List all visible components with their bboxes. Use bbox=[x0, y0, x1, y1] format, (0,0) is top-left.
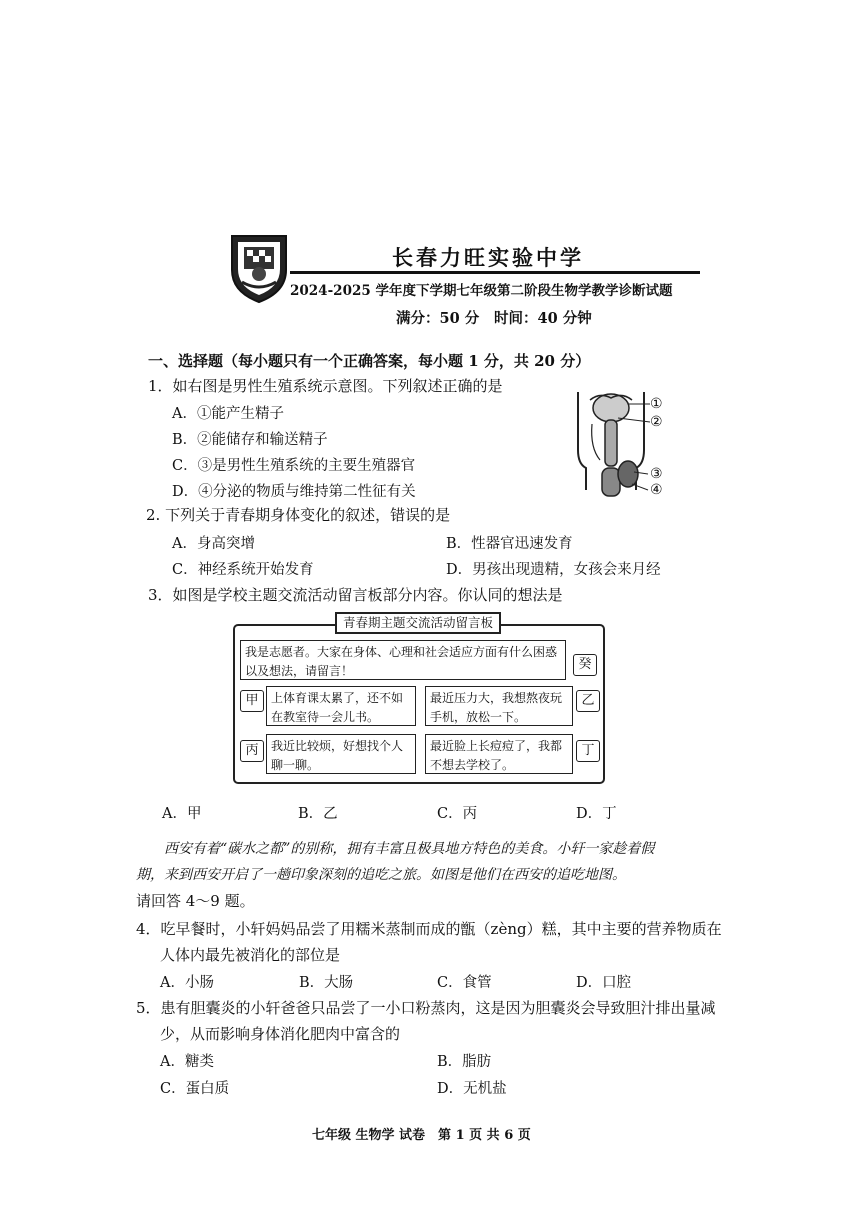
q1-option-a: A．①能产生精子 bbox=[172, 406, 284, 422]
note-bing: 我近比较烦，好想找个人聊一聊。 bbox=[266, 734, 416, 774]
diagram-label-4: ④ bbox=[650, 482, 663, 498]
tag-yi: 乙 bbox=[576, 690, 600, 712]
q1-stem: 1．如右图是男性生殖系统示意图。下列叙述正确的是 bbox=[148, 377, 503, 395]
q4-stem-line-2: 人体内最先被消化的部位是 bbox=[160, 946, 341, 964]
q3-option-d: D．丁 bbox=[576, 806, 617, 822]
q2-option-a: A．身高突增 bbox=[172, 536, 255, 552]
full-score: 满分：50 分 bbox=[396, 310, 480, 327]
q4-option-a: A．小肠 bbox=[160, 975, 214, 991]
q2-option-c: C．神经系统开始发育 bbox=[172, 562, 314, 578]
diagram-label-2: ② bbox=[650, 414, 663, 430]
passage-line-2: 期，来到西安开启了一趟印象深刻的追吃之旅。如图是他们在西安的追吃地图。 bbox=[136, 867, 626, 883]
exam-title: 2024-2025 学年度下学期七年级第二阶段生物学教学诊断试题 bbox=[290, 283, 673, 299]
q3-option-b: B．乙 bbox=[298, 806, 338, 822]
q3-stem: 3．如图是学校主题交流活动留言板部分内容。你认同的想法是 bbox=[148, 586, 563, 604]
q5-option-d: D．无机盐 bbox=[437, 1081, 507, 1097]
q5-option-c: C．蛋白质 bbox=[160, 1081, 230, 1097]
q3-option-c: C．丙 bbox=[437, 806, 478, 822]
message-board-title: 青春期主题交流活动留言板 bbox=[335, 612, 501, 634]
diagram-label-3: ③ bbox=[650, 466, 663, 482]
diagram-label-1: ① bbox=[650, 396, 663, 412]
q3-option-a: A．甲 bbox=[162, 806, 202, 822]
q2-option-b: B．性器官迅速发育 bbox=[446, 536, 573, 552]
q2-stem: 2. 下列关于青春期身体变化的叙述，错误的是 bbox=[146, 506, 451, 524]
time-limit: 时间：40 分钟 bbox=[494, 310, 592, 327]
tag-gui: 癸 bbox=[573, 654, 597, 676]
page-footer: 七年级 生物学 试卷 第 1 页 共 6 页 bbox=[312, 1128, 531, 1143]
q4-option-d: D．口腔 bbox=[576, 975, 632, 991]
tag-jia: 甲 bbox=[240, 690, 264, 712]
q4-stem-line-1: 4．吃早餐时，小轩妈妈品尝了用糯米蒸制而成的甑（zèng）糕，其中主要的营养物质在 bbox=[136, 920, 722, 938]
q1-option-d: D．④分泌的物质与维持第二性征有关 bbox=[172, 484, 416, 500]
passage-line-1: 西安有着“碳水之都”的别称，拥有丰富且极具地方特色的美食。小轩一家趁着假 bbox=[164, 841, 655, 857]
q5-stem-line-1: 5．患有胆囊炎的小轩爸爸只品尝了一小口粉蒸肉，这是因为胆囊炎会导致胆汁排出量减 bbox=[136, 999, 716, 1017]
section-heading: 一、选择题（每小题只有一个正确答案，每小题 1 分，共 20 分） bbox=[148, 352, 591, 370]
passage-line-3: 请回答 4～9 题。 bbox=[136, 892, 255, 910]
school-emblem bbox=[228, 232, 290, 304]
tag-ding: 丁 bbox=[576, 740, 600, 762]
tag-bing: 丙 bbox=[240, 740, 264, 762]
note-ding: 最近脸上长痘痘了，我都不想去学校了。 bbox=[425, 734, 573, 774]
q1-option-c: C．③是男性生殖系统的主要生殖器官 bbox=[172, 458, 416, 474]
header-rule bbox=[290, 271, 700, 274]
note-yi: 最近压力大，我想熬夜玩手机，放松一下。 bbox=[425, 686, 573, 726]
q4-option-b: B．大肠 bbox=[299, 975, 354, 991]
volunteer-message: 我是志愿者。大家在身体、心理和社会适应方面有什么困惑以及想法，请留言！ bbox=[240, 640, 566, 680]
school-name: 长春力旺实验中学 bbox=[392, 245, 584, 270]
q5-option-b: B．脂肪 bbox=[437, 1054, 492, 1070]
q5-option-a: A．糖类 bbox=[160, 1054, 214, 1070]
q5-stem-line-2: 少，从而影响身体消化肥肉中富含的 bbox=[160, 1025, 401, 1043]
q1-option-b: B．②能储存和输送精子 bbox=[172, 432, 328, 448]
note-jia: 上体育课太累了，还不如在教室待一会儿书。 bbox=[266, 686, 416, 726]
q2-option-d: D．男孩出现遗精，女孩会来月经 bbox=[446, 562, 661, 578]
q4-option-c: C．食管 bbox=[437, 975, 492, 991]
